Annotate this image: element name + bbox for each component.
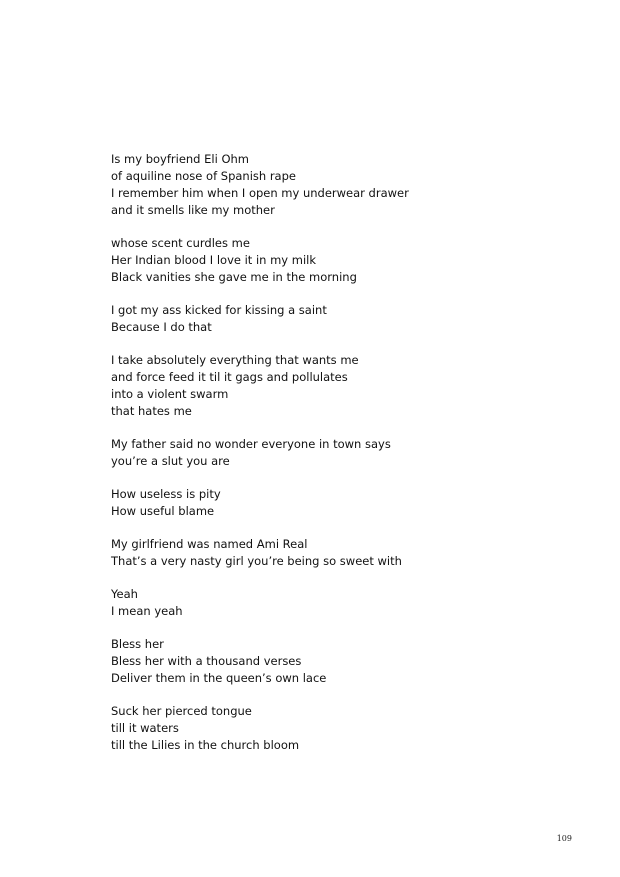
poem-line: Black vanities she gave me in the morning <box>111 270 357 284</box>
poem-line: How useful blame <box>111 504 215 518</box>
poem-line: that hates me <box>111 404 192 418</box>
poem-stanza <box>111 636 571 687</box>
poem-line: Suck her pierced tongue <box>111 704 252 718</box>
poem-line: I take absolutely everything that wants me <box>111 353 359 367</box>
poem-line: Yeah <box>111 587 138 601</box>
poem-stanza <box>111 302 571 336</box>
poem-line: into a violent swarm <box>111 387 229 401</box>
poem-line: That’s a very nasty girl you’re being so sweet with <box>111 554 402 568</box>
poem-line: Bless her with a thousand verses <box>111 654 302 668</box>
poem-line: Is my boyfriend Eli Ohm <box>111 152 249 166</box>
poem-line: Because I do that <box>111 320 212 334</box>
poem-line: I mean yeah <box>111 604 183 618</box>
poem-line: till it waters <box>111 721 179 735</box>
poem-line: of aquiline nose of Spanish rape <box>111 169 296 183</box>
poem-line: and it smells like my mother <box>111 203 275 217</box>
poem-line: I remember him when I open my underwear drawer <box>111 186 409 200</box>
poem-line: Deliver them in the queen’s own lace <box>111 671 327 685</box>
poem-stanza <box>111 352 571 420</box>
poem-line: I got my ass kicked for kissing a saint <box>111 303 327 317</box>
poem-line: and force feed it til it gags and pollulates <box>111 370 348 384</box>
poem-line: Bless her <box>111 637 164 651</box>
poem-stanza <box>111 235 571 286</box>
poem-line: Her Indian blood I love it in my milk <box>111 253 317 267</box>
poem-line: My girlfriend was named Ami Real <box>111 537 308 551</box>
page-number: 109 <box>556 834 572 843</box>
poem-line: My father said no wonder everyone in town says <box>111 437 391 451</box>
poem-stanza <box>111 536 571 570</box>
poem-stanza <box>111 703 571 754</box>
poem-stanza <box>111 486 571 520</box>
poem-stanza <box>111 151 571 219</box>
poem-stanza <box>111 586 571 620</box>
poem-stanza <box>111 436 571 470</box>
poem-line: till the Lilies in the church bloom <box>111 738 300 752</box>
poem-body <box>111 151 571 770</box>
poem-line: How useless is pity <box>111 487 221 501</box>
poem-line: whose scent curdles me <box>111 236 250 250</box>
poem-line: you’re a slut you are <box>111 454 230 468</box>
